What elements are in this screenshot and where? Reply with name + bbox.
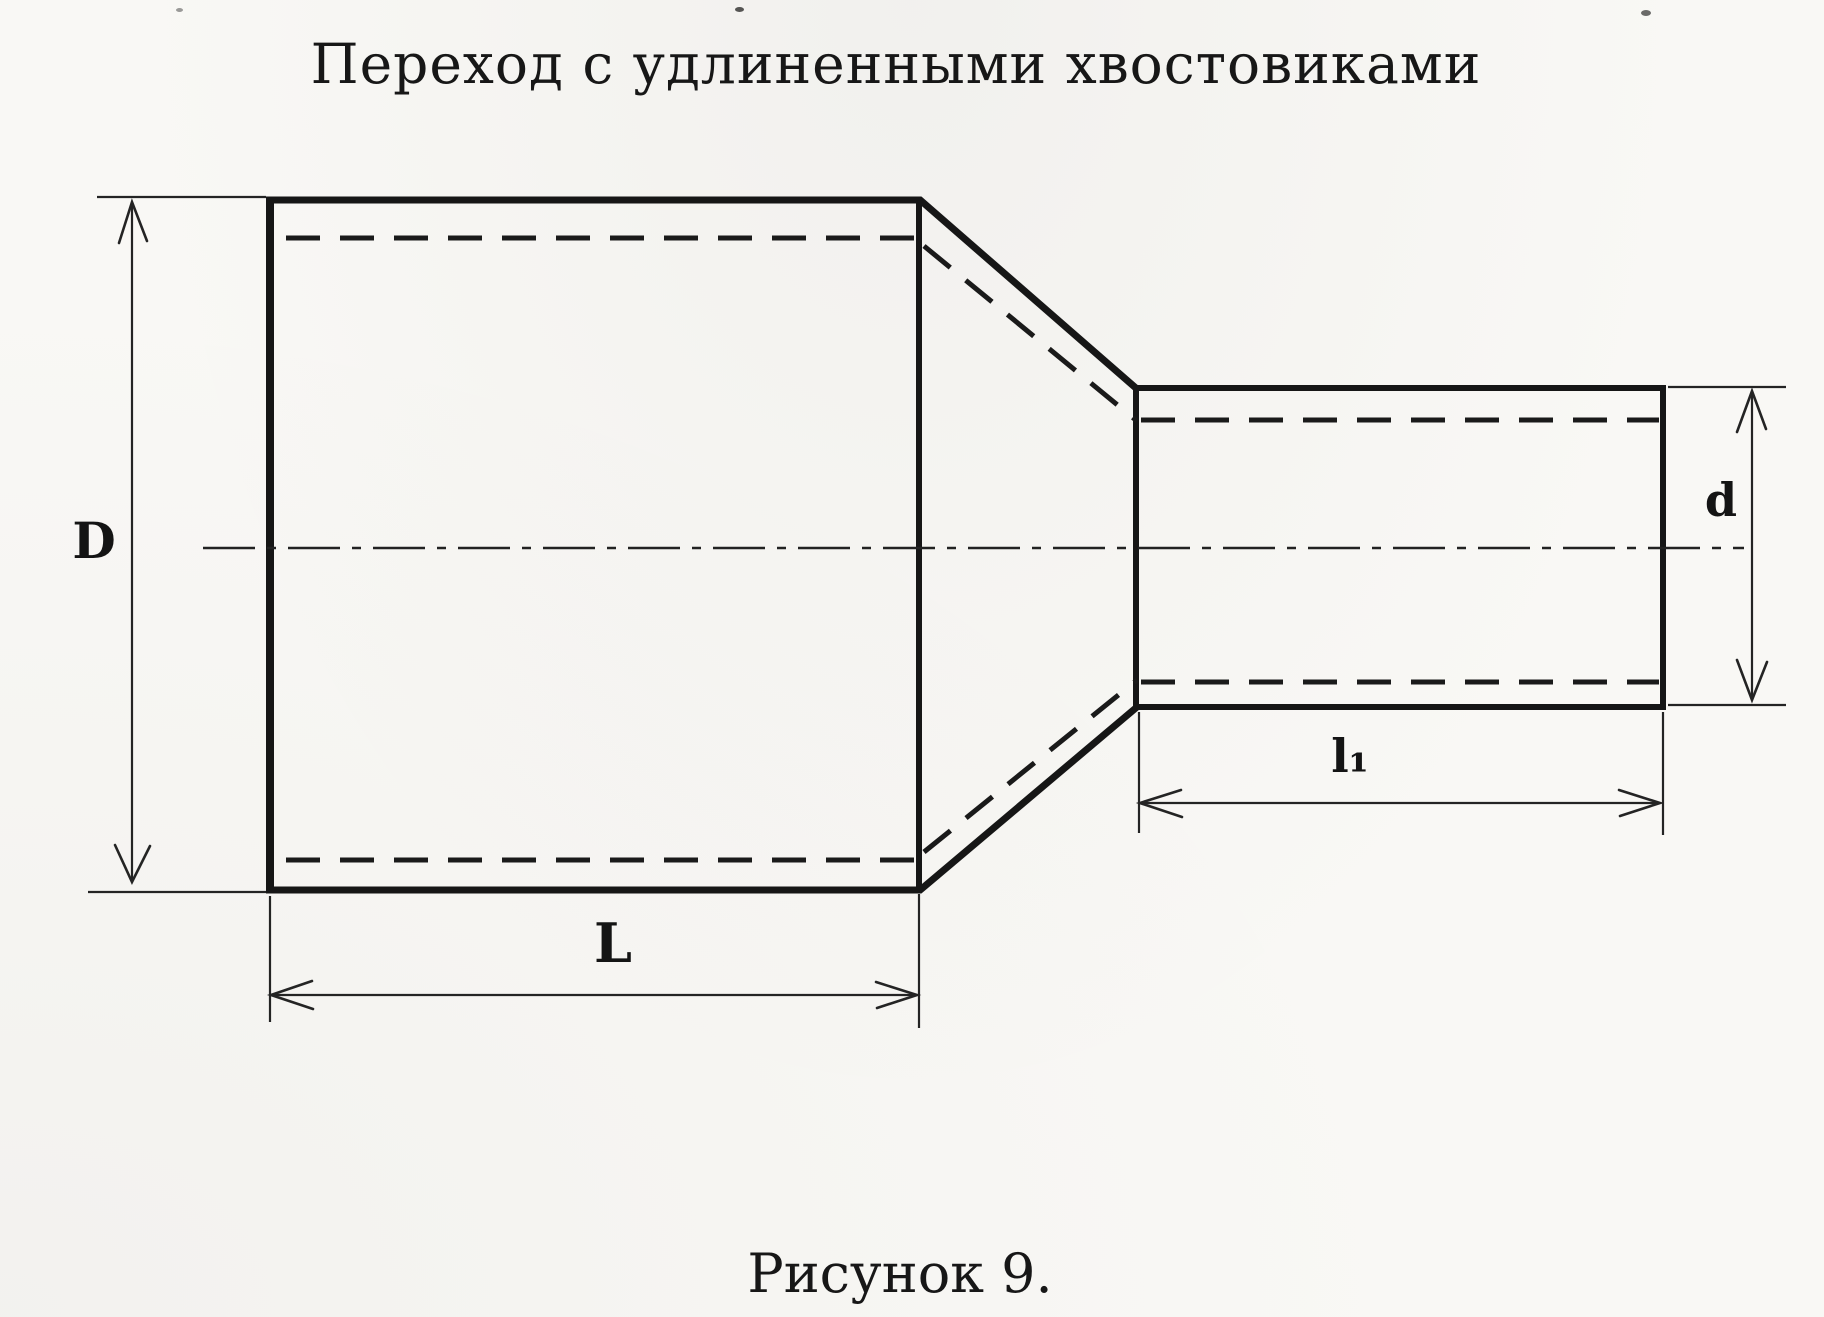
- label-large-length: L: [594, 911, 632, 975]
- dimension-l1: [1139, 712, 1663, 835]
- cone-bore-bottom-hidden-line: [924, 680, 1137, 852]
- cone-bore-top-hidden-line: [924, 246, 1137, 421]
- cone-bottom-slant: [919, 707, 1137, 891]
- label-small-diameter: d: [1704, 473, 1738, 527]
- drawing-title: Переход с удлиненными хвостовиками: [310, 32, 1482, 96]
- label-large-diameter: D: [72, 511, 116, 570]
- dimension-d: [1668, 387, 1786, 705]
- figure-caption: Рисунок 9.: [747, 1242, 1053, 1305]
- label-small-length: l₁: [1331, 729, 1369, 783]
- cone-top-slant: [919, 199, 1137, 389]
- dimension-D: [72, 197, 266, 892]
- dimension-L: [270, 894, 919, 1028]
- reducer-cone-outline: [919, 199, 1137, 891]
- large-cylinder-outline: [266, 197, 921, 893]
